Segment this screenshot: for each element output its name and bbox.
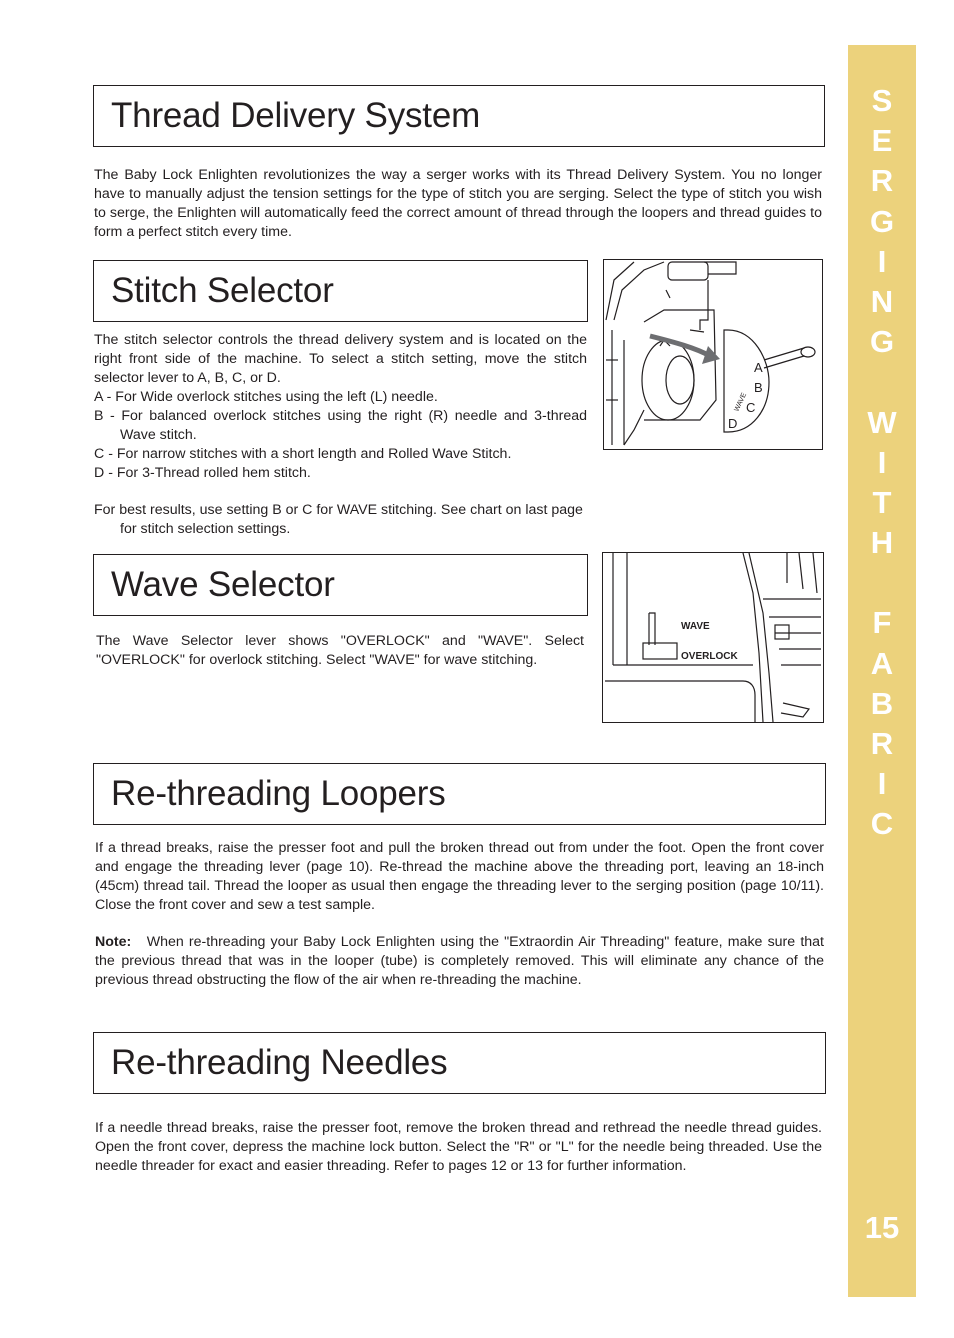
wave-selector-figure (602, 552, 824, 723)
stitch-option-b: B - For balanced overlock stitches using the right (R) needle and 3-thread Wave stitch. (94, 408, 587, 443)
sidebar-title-letter: W (867, 404, 897, 440)
stitch-selector-intro: The stitch selector controls the thread delivery system and is located on the right front side of the machine. To select a stitch setting, move the stitch selector lever to A, B, C, or D. (94, 332, 587, 386)
thread-delivery-body: The Baby Lock Enlighten revolutionizes the way a serger works with its Thread Delivery System. You no longer have to manually adjust the tension settings for the type of stitch you are serging. Select the type of stitch you wish to serge, the Enlighten will automatically feed the correct amount of thread through the loopers and thread guides to form a perfect stitch every time. (94, 167, 822, 240)
stitch-option-a: A - For Wide overlock stitches using the left (L) needle. (94, 389, 438, 405)
figure-label-b: B (754, 380, 763, 395)
note-label: Note: (95, 934, 132, 950)
stitch-selector-heading (93, 260, 588, 322)
wave-selector-illustration (603, 553, 823, 722)
rethreading-loopers-heading (93, 763, 826, 825)
stitch-selector-title: Stitch Selector (111, 271, 334, 310)
sidebar-title-letter: H (870, 525, 894, 561)
sidebar-title-letter: C (870, 806, 894, 842)
stitch-option-d: D - For 3-Thread rolled hem stitch. (94, 465, 311, 481)
sidebar-title-letter (848, 563, 916, 603)
sidebar-title-letter: R (870, 726, 894, 761)
figure-label-c: C (746, 400, 756, 415)
sidebar (848, 45, 916, 1297)
stitch-selector-text (94, 331, 587, 539)
sidebar-title-letter: I (877, 766, 887, 802)
stitch-selector-figure (603, 259, 823, 450)
sidebar-title (848, 81, 916, 845)
rethreading-loopers-title: Re-threading Loopers (111, 774, 446, 813)
sidebar-title-letter: E (871, 123, 893, 159)
thread-delivery-title: Thread Delivery System (111, 96, 481, 135)
stitch-selector-tip: For best results, use setting B or C for WAVE stitching. See chart on last page for stitch selection settings. (94, 502, 583, 537)
rethreading-needles-body: If a needle thread breaks, raise the presser foot, remove the broken thread and rethread the needle thread guides. Open the front cover, depress the machine lock button. Select the "R" or "L" for the needle being threaded. Use the needle threader for exact and easier threading. Refer to pages 12 or 13 for further information. (95, 1120, 822, 1174)
page-number: 15 (864, 1210, 900, 1245)
figure-label-wave-switch: WAVE (681, 621, 710, 632)
wave-selector-heading (93, 554, 588, 616)
sidebar-title-letter: T (872, 484, 892, 520)
sidebar-title-letter: F (872, 605, 892, 641)
sidebar-title-letter: A (870, 645, 894, 681)
rethreading-loopers-text (95, 839, 824, 990)
stitch-option-c: C - For narrow stitches with a short length and Rolled Wave Stitch. (94, 446, 512, 462)
rethreading-loopers-body: If a thread breaks, raise the presser foot and pull the broken thread out from under the foot. Open the front cover and engage the threading lever (page 10). Re-thread the machine above the threading port, leaving an 18-inch (45cm) thread tail. Thread the looper as usual then engage the threading lever to the serging position (page 10/11). Close the front cover and sew a test sample. (95, 840, 824, 913)
sidebar-title-letter (848, 362, 916, 402)
wave-selector-title: Wave Selector (111, 565, 335, 604)
figure-label-wave: WAVE (733, 391, 749, 413)
note-text: When re-threading your Baby Lock Enlighten using the "Extraordin Air Threading" feature, make sure that the previous thread that was in the looper (tube) is completely removed. This will eliminate any chance of the previous thread obstructing the flow of the air when re-threading the machine. (95, 934, 824, 988)
sidebar-title-letter: B (870, 685, 894, 721)
sidebar-title-letter: S (871, 83, 893, 118)
stitch-selector-illustration (604, 260, 822, 449)
figure-label-d: D (728, 416, 738, 431)
thread-delivery-heading (93, 85, 825, 147)
sidebar-title-letter: I (877, 243, 887, 279)
sidebar-title-letter: I (877, 444, 887, 480)
sidebar-title-letter: R (870, 163, 894, 199)
rethreading-loopers-note (95, 933, 824, 990)
rethreading-needles-heading (93, 1032, 826, 1094)
wave-selector-body: The Wave Selector lever shows "OVERLOCK" and "WAVE". Select "OVERLOCK" for overlock stitching. Select "WAVE" for wave stitching. (96, 633, 584, 668)
rethreading-needles-title: Re-threading Needles (111, 1043, 448, 1082)
sidebar-title-letter: G (869, 324, 895, 360)
sidebar-title-letter: G (869, 203, 895, 239)
figure-label-a: A (754, 360, 763, 375)
sidebar-title-letter: N (870, 283, 894, 319)
figure-label-overlock-switch: OVERLOCK (681, 651, 738, 662)
